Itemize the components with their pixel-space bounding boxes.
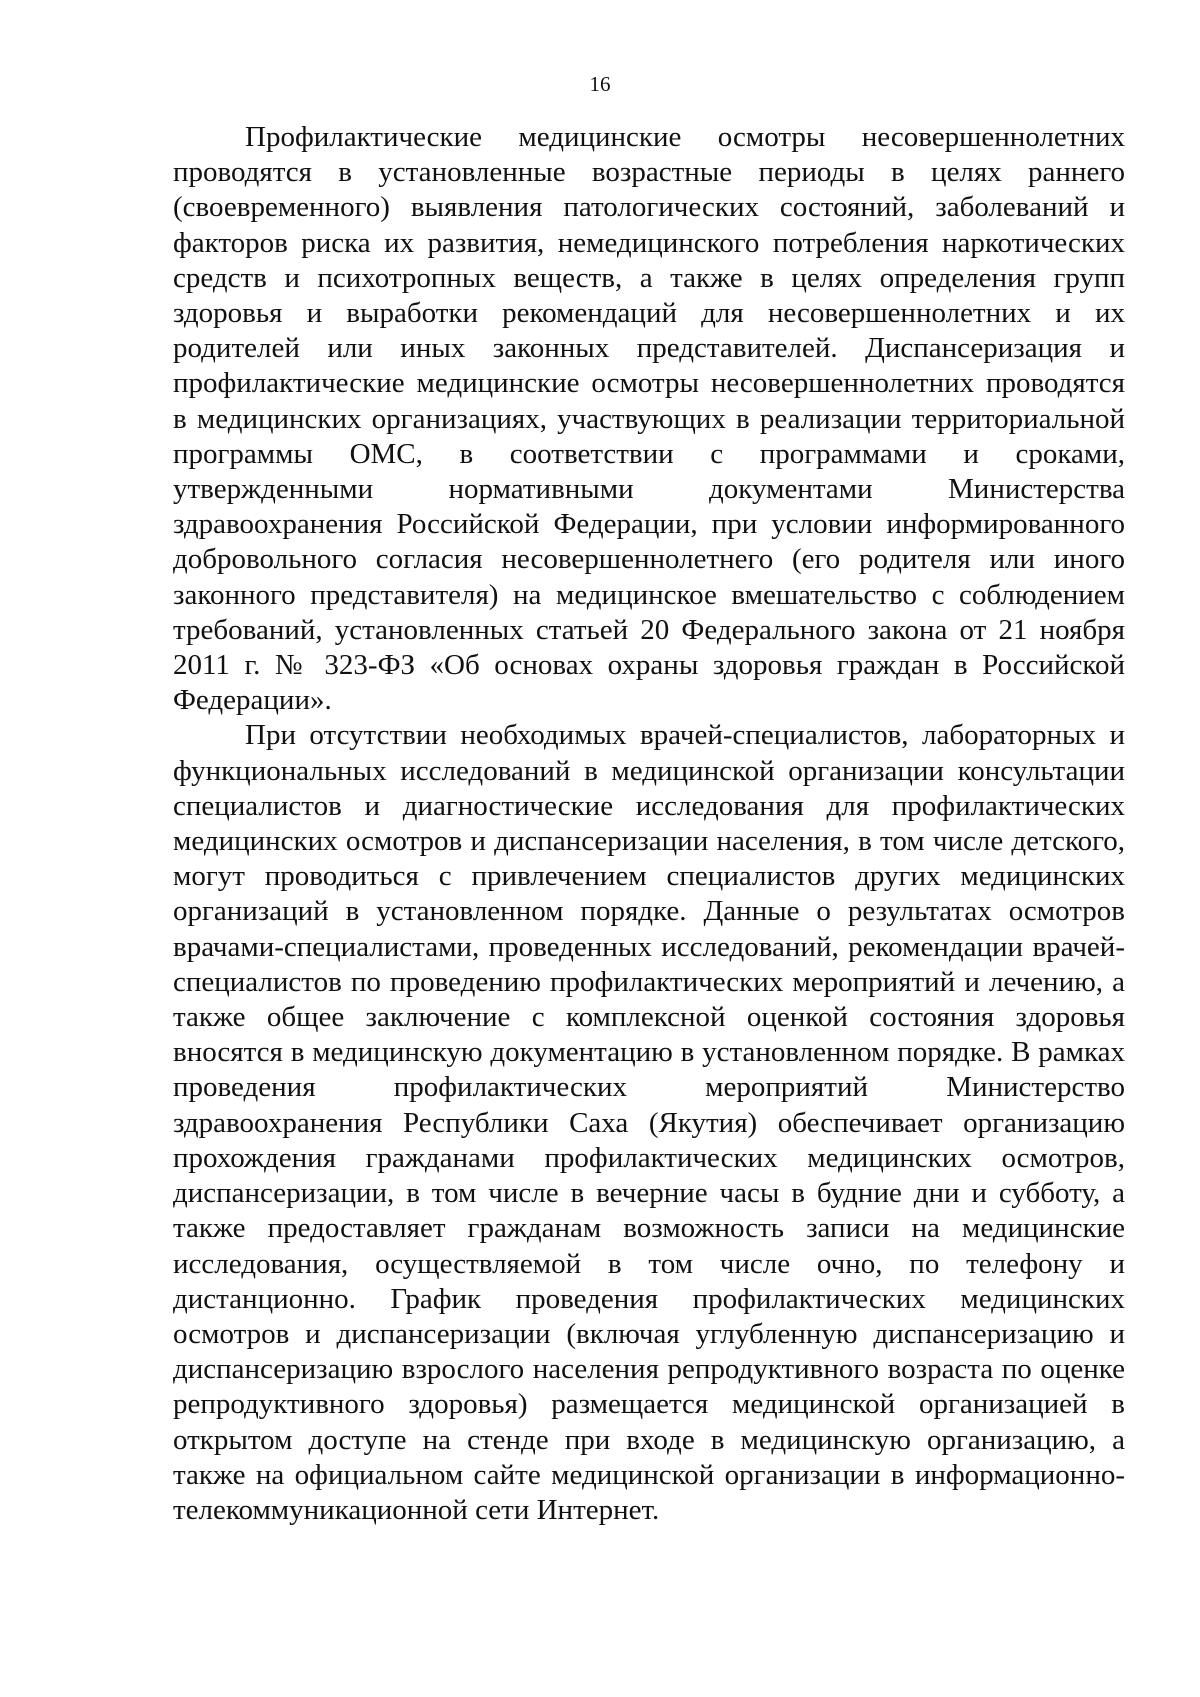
page-number: 16 [589,72,611,96]
document-body [173,120,1125,1528]
paragraph-preventive-exams-minors: Профилактические медицинские осмотры несовершеннолетних проводятся в установленные возрастные периоды в целях раннего (своевременного) выявления патологических состояний, заболеваний и факторов риска их развития, немедицинского потребления наркотических средств и психотропных веществ, а также в целях определения групп здоровья и выработки рекомендаций для несовершеннолетних и их родителей или иных законных представителей. Диспансеризация и профилактические медицинские осмотры несовершеннолетних проводятся в медицинских организациях, участвующих в реализации территориальной программы ОМС, в соответствии с программами и сроками, утвержденными нормативными документами Министерства здравоохранения Российской Федерации, при условии информированного добровольного согласия несовершеннолетнего (его родителя или иного законного представителя) на медицинское вмешательство с соблюдением требований, установленных статьей 20 Федерального закона от 21 ноября 2011 г. № 323-ФЗ «Об основах охраны здоровья граждан в Российской Федерации». [173,121,1125,717]
paragraph-specialists-and-schedule: При отсутствии необходимых врачей-специалистов, лабораторных и функциональных исследований в медицинской организации консультации специалистов и диагностические исследования для профилактических медицинских осмотров и диспансеризации населения, в том числе детского, могут проводиться с привлечением специалистов других медицинских организаций в установленном порядке. Данные о результатах осмотров врачами-специалистами, проведенных исследований, рекомендации врачей-специалистов по проведению профилактических мероприятий и лечению, а также общее заключение с комплексной оценкой состояния здоровья вносятся в медицинскую документацию в установленном порядке. В рамках проведения профилактических мероприятий Министерство здравоохранения Республики Саха (Якутия) обеспечивает организацию прохождения гражданами профилактических медицинских осмотров, диспансеризации, в том числе в вечерние часы в будние дни и субботу, а также предоставляет гражданам возможность записи на медицинские исследования, осуществляемой в том числе очно, по телефону и дистанционно. График проведения профилактических медицинских осмотров и диспансеризации (включая углубленную диспансеризацию и диспансеризацию взрослого населения репродуктивного возраста по оценке репродуктивного здоровья) размещается медицинской организацией в открытом доступе на стенде при входе в медицинскую организацию, а также на официальном сайте медицинской организации в информационно-телекоммуникационной сети Интернет. [173,719,1125,1526]
